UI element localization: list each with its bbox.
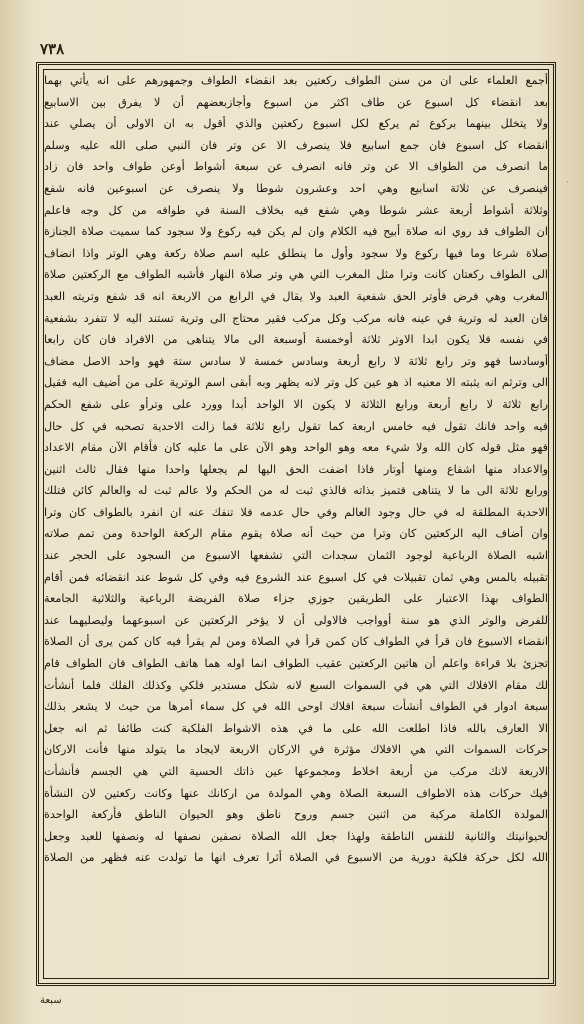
text-line: المولدة الكاملة مركبة من اثنين جسم وروح ناطق وهو الحيوان الناطق فأركعة الواحدة xyxy=(44,808,548,822)
text-line: الى الطواف ركعتان كانت وترا مثل المغرب التي هي وتر صلاة النهار فأشبه الطواف مع الركعتين صلاة xyxy=(44,268,548,282)
text-line: وان أضاف اليه الركعتين كان وترا من حيث أنه صلاة يقوم مقام الركعة الواحدة ومن تمم صلاته xyxy=(44,527,548,541)
text-line: الطواف بهذا الاعتبار على الطريقين جوزي جزاء صلاة الفريضة الرباعية والثلاثية الجامعة xyxy=(44,592,548,606)
catchword: سبعة xyxy=(40,995,62,1006)
text-line: فيك حركات هذه الاطواف السبعة الصلاة وهي المولدة من اركانك عنها وكانت ركعتين لان النشأة xyxy=(44,786,548,800)
text-line: الا العارف بالله فاذا اطلعت الله على ما في هذه الاشواط الفلكية كنت طائفا ثم انه جعل xyxy=(44,721,548,735)
text-line: والاعداد منها اشفاع ومنها أوتار فاذا اضفت الحق اليها لم يجعلها واحدا منها فقال ثالث اثنين xyxy=(44,462,548,476)
page-number: ٧٣٨ xyxy=(40,40,65,58)
text-line: المغرب وهي فرض فأوتر الحق شفعية العبد ولا يقال في الرابع من الاربعة انه قد شفع وتريته العبد xyxy=(44,289,548,303)
text-line: لحيوانيتك والثانية للنفس الناطقة ولهذا جعل الله الصلاة نصفين نصفها له ونصفها للعبد وجعل xyxy=(44,829,548,843)
text-line: فيه واحد فانك تقول فيه خامس اربعة كما تقول رابع ثلاثة فما زالت الاحدية تصحبه في كل حال xyxy=(44,419,548,433)
text-line: في نفسه فلا يكون ابدا الاوتر ثلاثة أوخمسة أوسبعة الى مالا يتناهى من الافراد فان كان رابعا xyxy=(44,333,548,347)
text-line: ما انصرف من الطواف الا عن وتر فانه انصرف عن سبعة أشواط أوعن طواف واحد فان زاد xyxy=(44,160,548,174)
text-line: فان العبد له وترية في عينه فانه مركب وكل مركب فقير محتاج الى وترية تستند اليه لا تتفرد بشفعية xyxy=(44,311,548,325)
text-line: بعد انقضاء كل اسبوع عن طاف اكثر من اسبوع وأجازبعضهم أن لا يفرق بين الاسابيع xyxy=(44,95,548,109)
text-line: أجمع العلماء على ان من سنن الطواف ركعتين بعد انقضاء الطواف وجمهورهم على انه يأتي بهما xyxy=(44,74,548,87)
text-line: سبعة ادوار في الطواف أنشأت سبعة افلاك اوحى الله في كل سماء أمرها من حيث لا يشعر بذلك xyxy=(44,700,548,714)
text-line: الاربعة لانك مركب من أربعة اخلاط ومجموعها عين ذاتك الحسية التي هي الجسم فأنشأت xyxy=(44,765,548,778)
text-line: الاحدية المطلقة له في حال وجود العالم وفي حال عدمه فلا تنفك عنه ان انفرد بالطواف كان وترا xyxy=(44,505,548,519)
text-line: فهو مثل قوله كان الله ولا شيء معه وهو الواحد وهو الآن على ما عليه كان فأقام الآن مقام الاعداد xyxy=(44,441,548,455)
text-line: ولا يتخلل بينهما بركوع ثم يركع لكل اسبوع ركعتين والذي أقول به ان الاولى أن يصلي عند xyxy=(44,117,548,131)
text-line: تقبيله بالمس وهي ثمان تقبيلات في كل اسبوع عند الشروع فيه وفي كل شوط عند انقضائه فمن أقام xyxy=(44,570,548,584)
text-line: ورابع ثلاثة الى ما لا يتناهى فتميز بذاته فالذي ثبت له من الحكم ولا عالم ثبت له والعالم كائن فتلك xyxy=(44,484,548,498)
text-line: انقضاء الاسبوع فان قرأ في الطواف كان كمن قرأ في الصلاة ومن لم يقرأ فيه كان كمن يرى أن الصلاة xyxy=(44,635,548,649)
text-line: الله لكل حركة فلكية دورية من الاسبوع في الصلاة أثرا تعرف انها ما تولدت عنه فظهر من الصلاة xyxy=(44,851,548,865)
text-line: فينصرف عن ثلاثة اسابيع وهي احد وعشرون شوطا ولا ينصرف عن اسبوعين فانه شفع xyxy=(44,181,548,195)
text-line: للفرض والوتر الذي هو سنة أوواجب فالاولى أن لا يؤخر الركعتين عن اسبوعهما وليصليهما عند xyxy=(44,613,548,627)
text-line: لك مقام الافلاك التي هي في السموات السبع لانه شكل مستدير فلكي وكذلك الفلك فلما أنشأت xyxy=(44,678,548,692)
text-line: الى وترثم انه يثبته الا معنيه اذ هو عين كل وتر لانه يظهر وبه أبقى اسم الوترية على من أضيف اليه فقيل xyxy=(44,376,548,390)
text-line: اشبه الصلاة الرباعية لوجود الثمان سجدات التي تشفعها الاسبوع من السجود على الحجر عند xyxy=(44,549,548,563)
text-line: انقضاء كل اسبوع فان جمع اسابيع فلا ينصرف الا عن وتر فان النبي صلى الله عليه وسلم xyxy=(44,138,548,152)
text-line: حركات السموات التي هي الافلاك مؤثرة في الاركان الاربعة لايجاد ما يتولد منها فأنت الاركان xyxy=(44,743,548,757)
margin-mark: · xyxy=(566,178,569,188)
text-line: ان الطواف قد روي انه صلاة أبيح فيه الكلام وان لم يكن فيه ركوع ولا سجود كما سميت صلاة الجنازة xyxy=(44,225,548,239)
text-line: وثلاثة أشواط أربعة عشر شوطا وهي شفع فيه بخلاف السنة في طوافه من كل وجه فاعلم xyxy=(44,203,548,217)
text-line: تجزئ بلا قراءة واعلم أن هاتين الركعتين عقيب الطواف انما اوله هما هاتف الطواف فان الطواف قام xyxy=(44,657,548,671)
text-line: أوسادسا فهو وتر رابع ثلاثة لا رابع أربعة وسادس خمسة لا سادس ستة فهو واحد الاصل مضاف xyxy=(44,354,548,368)
arabic-text-block xyxy=(44,70,548,978)
text-line: رابع ثلاثة لا رابع أربعة ورابع الثلاثة لا يكون الا الواحد أبدا وورد على وترأو على شفع الحكم xyxy=(44,397,548,411)
text-line: صلاة شرعا وما فيها ركوع ولا سجود وأول ما ينطلق عليه اسم صلاة ركعة وهي الوتر واذا انضاف xyxy=(44,246,548,260)
